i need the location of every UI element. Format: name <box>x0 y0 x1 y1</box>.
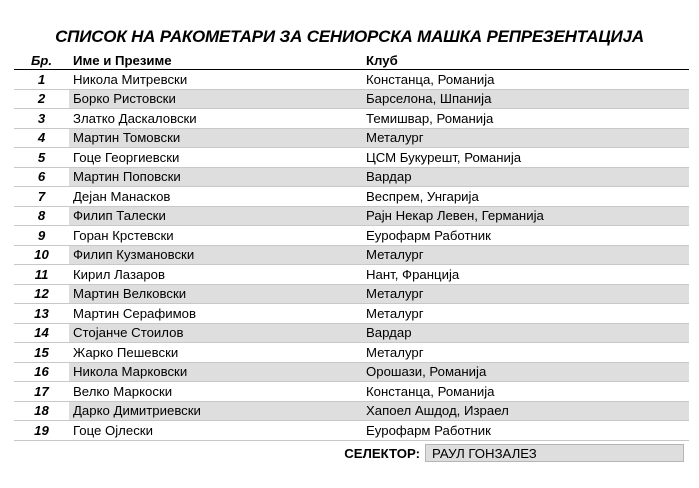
player-club: Хапоел Ашдод, Израел <box>362 401 689 421</box>
player-name: Мартин Томовски <box>69 128 362 148</box>
player-club: Металург <box>362 128 689 148</box>
table-row <box>14 89 689 109</box>
table-row <box>14 226 689 246</box>
row-number: 9 <box>14 226 69 246</box>
player-name: Гоце Георгиевски <box>69 148 362 168</box>
table-row <box>14 304 689 324</box>
table-header-row <box>14 52 689 70</box>
row-number: 19 <box>14 421 69 441</box>
selector-label: СЕЛЕКТОР: <box>344 446 420 461</box>
row-number: 2 <box>14 89 69 109</box>
player-club: Металург <box>362 245 689 265</box>
player-name: Стојанче Стоилов <box>69 323 362 343</box>
row-number: 16 <box>14 362 69 382</box>
player-club: Еурофарм Работник <box>362 421 689 441</box>
table-row <box>14 401 689 421</box>
table-body <box>14 70 689 441</box>
player-name: Филип Талески <box>69 206 362 226</box>
table-row <box>14 148 689 168</box>
player-club: Металург <box>362 304 689 324</box>
table-row <box>14 70 689 90</box>
row-number: 15 <box>14 343 69 363</box>
table-row <box>14 284 689 304</box>
table-row <box>14 167 689 187</box>
row-number: 1 <box>14 70 69 90</box>
header-number: Бр. <box>14 52 69 70</box>
player-club: Темишвар, Романија <box>362 109 689 129</box>
player-club: ЦСМ Букурешт, Романија <box>362 148 689 168</box>
player-name: Никола Митревски <box>69 70 362 90</box>
row-number: 3 <box>14 109 69 129</box>
player-name: Мартин Поповски <box>69 167 362 187</box>
row-number: 10 <box>14 245 69 265</box>
row-number: 8 <box>14 206 69 226</box>
table-row <box>14 421 689 441</box>
player-name: Кирил Лазаров <box>69 265 362 285</box>
document-title: СПИСОК НА РАКОМЕТАРИ ЗА СЕНИОРСКА МАШКА РЕПРЕЗЕНТАЦИЈА <box>55 27 644 46</box>
players-table <box>14 52 689 441</box>
table-row <box>14 265 689 285</box>
table-row <box>14 206 689 226</box>
row-number: 6 <box>14 167 69 187</box>
player-club: Нант, Франција <box>362 265 689 285</box>
selector-row <box>340 444 689 463</box>
row-number: 14 <box>14 323 69 343</box>
player-name: Дејан Манасков <box>69 187 362 207</box>
player-club: Вардар <box>362 323 689 343</box>
player-club: Барселона, Шпанија <box>362 89 689 109</box>
player-name: Борко Ристовски <box>69 89 362 109</box>
player-name: Велко Маркоски <box>69 382 362 402</box>
player-name: Мартин Велковски <box>69 284 362 304</box>
selector-value: РАУЛ ГОНЗАЛЕЗ <box>425 444 684 462</box>
player-name: Гоце Ојлески <box>69 421 362 441</box>
header-name: Име и Презиме <box>69 52 362 70</box>
header-club: Клуб <box>362 52 689 70</box>
player-club: Рајн Некар Левен, Германија <box>362 206 689 226</box>
row-number: 17 <box>14 382 69 402</box>
row-number: 12 <box>14 284 69 304</box>
table-row <box>14 128 689 148</box>
player-club: Веспрем, Унгарија <box>362 187 689 207</box>
table-row <box>14 382 689 402</box>
player-name: Дарко Димитриевски <box>69 401 362 421</box>
player-name: Филип Кузмановски <box>69 245 362 265</box>
row-number: 11 <box>14 265 69 285</box>
table-row <box>14 362 689 382</box>
player-club: Констанца, Романија <box>362 382 689 402</box>
player-club: Констанца, Романија <box>362 70 689 90</box>
player-name: Никола Марковски <box>69 362 362 382</box>
player-name: Златко Даскаловски <box>69 109 362 129</box>
row-number: 4 <box>14 128 69 148</box>
table-row <box>14 245 689 265</box>
player-club: Еурофарм Работник <box>362 226 689 246</box>
table-row <box>14 343 689 363</box>
player-club: Вардар <box>362 167 689 187</box>
player-name: Мартин Серафимов <box>69 304 362 324</box>
row-number: 7 <box>14 187 69 207</box>
table-row <box>14 109 689 129</box>
row-number: 5 <box>14 148 69 168</box>
row-number: 13 <box>14 304 69 324</box>
player-club: Орошази, Романија <box>362 362 689 382</box>
player-name: Горан Крстевски <box>69 226 362 246</box>
table-row <box>14 323 689 343</box>
row-number: 18 <box>14 401 69 421</box>
player-club: Металург <box>362 343 689 363</box>
table-row <box>14 187 689 207</box>
player-club: Металург <box>362 284 689 304</box>
player-name: Жарко Пешевски <box>69 343 362 363</box>
